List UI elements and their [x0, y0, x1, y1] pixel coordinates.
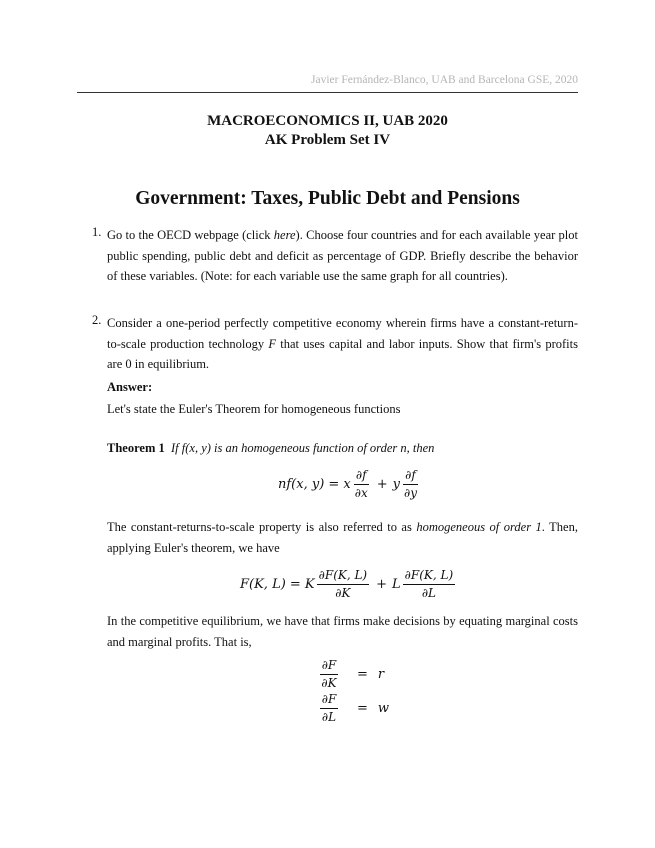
- question-2-text: Consider a one-period perfectly competitive economy wherein firms have a constant-return-to-scale production technology F that uses capital and labor inputs. Show that firm's profits are 0 in equilibrium.: [107, 316, 578, 371]
- euler-equation: nf(x, y) = x $\frac{\partial f}{\partial x}$ + y $\frac{\partial f}{\partial y}$: [278, 468, 417, 500]
- oecd-link[interactable]: here: [273, 228, 296, 242]
- answer-label: Answer:: [107, 380, 153, 394]
- section-title: Government: Taxes, Public Debt and Pensions: [135, 188, 520, 209]
- question-1-text: Go to the OECD webpage (click here). Choose four countries and for each available year plot public spending, public debt and deficit as percentage of GDP. Briefly describe the behavior of these variables. (Note: for each variable use the same graph for all countries).: [107, 228, 578, 283]
- course-title: MACROECONOMICS II, UAB 2020: [207, 113, 448, 129]
- first-order-conditions: [311, 657, 389, 725]
- theorem-statement: If f(x, y) is an homogeneous function of order n, then: [171, 441, 435, 455]
- foc-labor: $\frac{\partial F}{\partial L}$ = w: [321, 691, 390, 724]
- foc-capital: $\frac{\partial F}{\partial K}$ = r: [321, 657, 385, 690]
- running-head: Javier Fernández-Blanco, UAB and Barcelona GSE, 2020: [311, 74, 578, 86]
- header-rule: [77, 92, 578, 93]
- equilibrium-paragraph: In the competitive equilibrium, we have that firms make decisions by equating marginal costs and marginal profits. That is,: [107, 614, 578, 649]
- production-euler-equation: F(K, L) = K $\frac{\partial F(K, L)}{\partial K}$ + L $\frac{\partial F(K, L)}{\partial L}$: [240, 568, 454, 600]
- euler-intro: Let's state the Euler's Theorem for homogeneous functions: [107, 402, 401, 416]
- problem-set-title: AK Problem Set IV: [264, 132, 391, 148]
- theorem-1: [107, 438, 578, 459]
- theorem-label: Theorem 1: [107, 441, 165, 455]
- question-1-number: 1.: [92, 225, 102, 239]
- question-2-number: 2.: [92, 313, 102, 327]
- crs-paragraph: The constant-returns-to-scale property is also referred to as homogeneous of order 1. Then, applying Euler's theorem, we have: [107, 520, 578, 555]
